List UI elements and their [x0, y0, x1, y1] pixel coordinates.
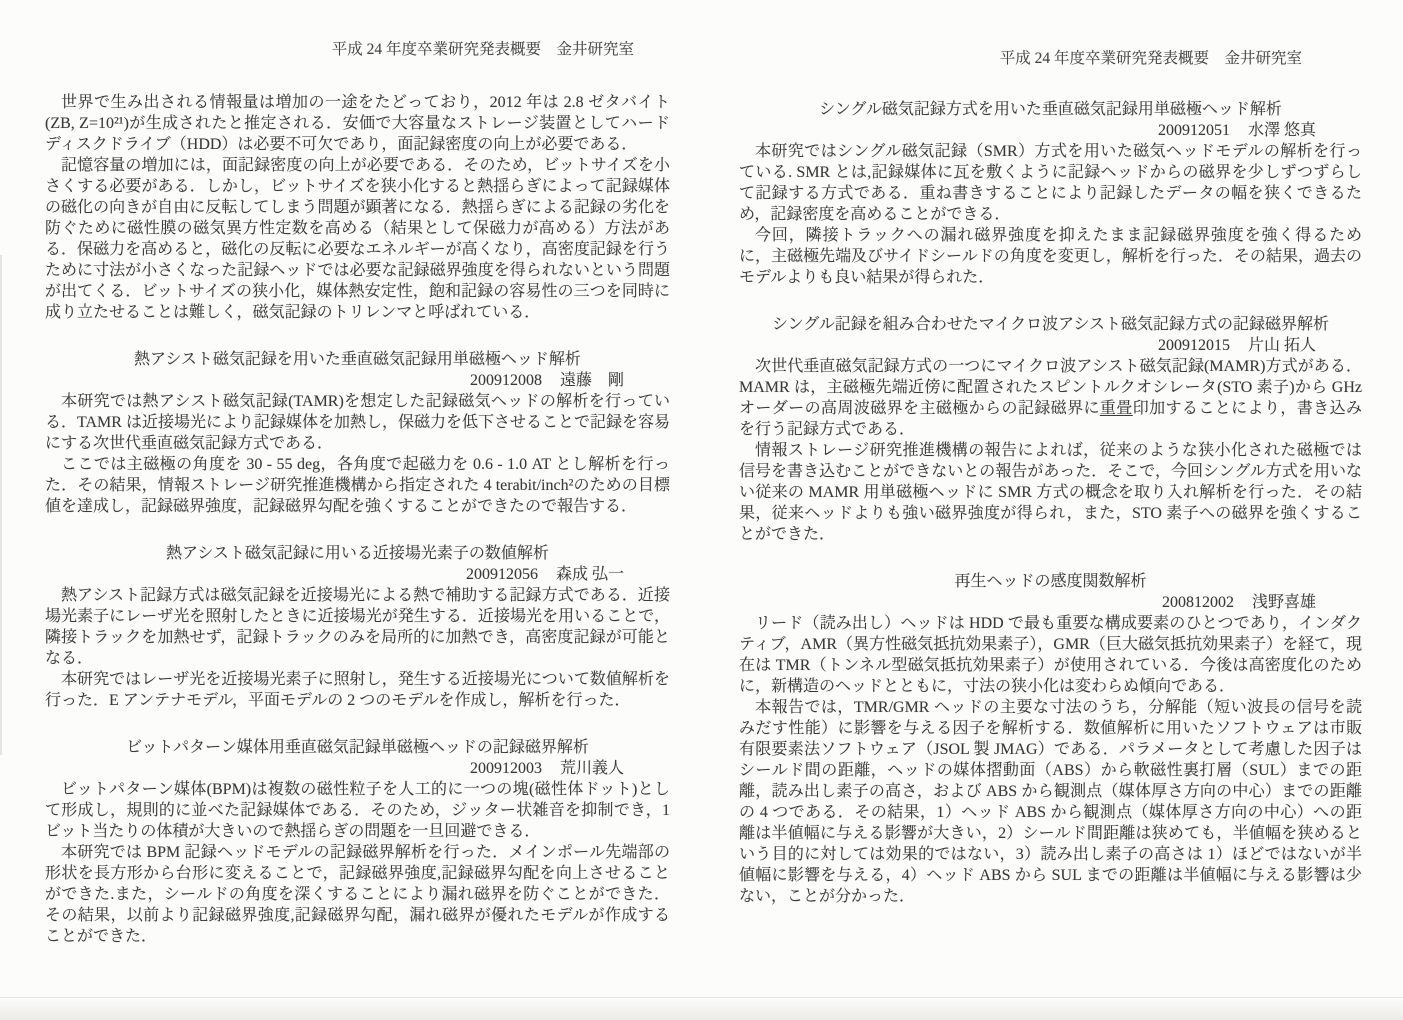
byline [739, 592, 1362, 613]
abstract-paragraph: リード（読み出し）ヘッドは HDD で最も重要な構成要素のひとつであり，インダクティブ，AMR（異方性磁気抵抗効果素子），GMR（巨大磁気抵抗効果素子）を経て，現在は TMR（トンネル型磁気抵抗効果素子）が使用されている．今後は高密度化のために，新構造のヘッドとともに，寸法の狭小化は変わらぬ傾向である． [739, 615, 1362, 695]
byline [739, 120, 1362, 141]
abstract-paragraph: 熱アシスト記録方式は磁気記録を近接場光による熱で補助する記録方式である．近接場光素子にレーザ光を照射したときに近接場光が発生する．近接場光を用いることで，隣接トラックを加熱せず，記録トラックのみを局所的に加熱でき，高密度記録が可能となる． [45, 587, 670, 667]
byline [45, 564, 670, 585]
abstract-tamr-head [45, 349, 670, 517]
right-page [739, 40, 1362, 907]
abstract-paragraph: 本研究ではレーザ光を近接場光素子に照射し，発生する近接場光について数値解析を行った．E アンテナモデル，平面モデルの 2 つのモデルを作成し，解析を行った． [45, 671, 670, 709]
section-title: シングル記録を組み合わせたマイクロ波アシスト磁気記録方式の記録磁界解析 [771, 316, 1330, 333]
scan-bottom-shadow [0, 998, 1403, 1020]
student-name: 浅野喜雄 [1251, 594, 1316, 611]
intro-paragraph: 記憶容量の増加には，面記録密度の向上が必要である．そのため，ビットサイズを小さくする必要がある．しかし，ビットサイズを狭小化すると熱揺らぎによって記録媒体の磁化の向きが自由に反転してしまう問題が顕著になる．熱揺らぎによる記録の劣化を防ぐために磁性膜の磁気異方性定数を高める（結果として保磁力が高める）方法がある．保磁力を高めると，磁化の反転に必要なエネルギーが高くなり，高密度記録を行うために寸法が小さくなった記録ヘッドでは必要な記録磁界強度を得られないという問題が出てくる．ビットサイズの狭小化，媒体熱安定性，飽和記録の容易性の三つを同時に成り立たせることは難しく，磁気記録のトリレンマと呼ばれている． [45, 157, 670, 321]
abstract-near-field-element [45, 543, 670, 711]
section-title: 熱アシスト磁気記録を用いた垂直磁気記録用単磁極ヘッド解析 [134, 351, 581, 368]
page-header: 平成 24 年度卒業研究発表概要 金井研究室 [999, 50, 1302, 67]
intro-paragraph: 世界で生み出される情報量は増加の一途をたどっており，2012 年は 2.8 ゼタバイト(ZB, Z=10²¹)が生成されたと推定される．安価で大容量なストレージ装置としてハードディスクドライブ（HDD）は必要不可欠であり，面記録密度の向上が必要である． [45, 94, 670, 153]
byline [45, 758, 670, 779]
student-id: 200812002 [1161, 594, 1234, 611]
abstract-paragraph: 本報告では，TMR/GMR ヘッドの主要な寸法のうち，分解能（短い波長の信号を読みだす性能）に影響を与える因子を解析する．数値解析に用いたソフトウェアは市販有限要素法ソフトウェア（JSOL 製 JMAG）である．パラメータとして考慮した因子はシールド間の距離，ヘッドの媒体摺動面（ABS）から軟磁性裏打層（SUL）までの距離，読み出し素子の高さ，および ABS から観測点（媒体厚さ方向の中心）までの距離の 4 つである．その結果，1）ヘッド ABS から観測点（媒体厚さ方向の中心）への距離は半値幅に与える影響が大きい，2）シールド間距離は狭めても，半値幅を狭めるという目的に対しては効果的ではない，3）読み出し素子の高さは 1）ほどではないが半値幅に影響を与える，4）ヘッド ABS から SUL までの距離は半値幅に与える影響は少ない，ことが分かった． [739, 699, 1362, 905]
student-name: 水澤 悠真 [1247, 122, 1316, 139]
abstract-paragraph: 本研究では BPM 記録ヘッドモデルの記録磁界解析を行った．メインポール先端部の形状を長方形から台形に変えることで，記録磁界強度,記録磁界勾配を向上させることができた.また，シールドの角度を深くすることにより漏れ磁界を防ぐことができた．その結果，以前より記録磁界強度,記録磁界勾配，漏れ磁界が優れたモデルが作成することができた． [45, 844, 670, 945]
section-title: 熱アシスト磁気記録に用いる近接場光素子の数値解析 [166, 545, 549, 562]
abstract-paragraph: 本研究ではシングル磁気記録（SMR）方式を用いた磁気ヘッドモデルの解析を行っている. SMR とは,記録媒体に瓦を敷くように記録ヘッドからの磁界を少しずつずらして記録する方式である．重ね書きすることにより記録したデータの幅を狭くできるため，記録密度を高めることができる． [739, 143, 1362, 223]
student-name: 片山 拓人 [1247, 337, 1316, 354]
byline [739, 335, 1362, 356]
byline [45, 370, 670, 391]
student-name: 遠藤 剛 [559, 372, 624, 389]
student-id: 200912008 [469, 372, 542, 389]
student-name: 森成 弘一 [555, 566, 624, 583]
left-page [45, 40, 670, 947]
abstract-paragraph: 次世代垂直磁気記録方式の一つにマイクロ波アシスト磁気記録(MAMR)方式がある．MAMR は，主磁極先端近傍に配置されたスピントルクオシレータ(STO 素子)から GHz オーダーの高周波磁界を主磁極からの記録磁界に重畳印加することにより，書き込みを行う記録方式である． [739, 358, 1362, 438]
scan-speck [641, 455, 643, 462]
scan-left-edge [0, 255, 2, 755]
section-title: 再生ヘッドの感度関数解析 [954, 573, 1147, 590]
abstract-paragraph: ビットパターン媒体(BPM)は複数の磁性粒子を人工的に一つの塊(磁性体ドット)として形成し，規則的に並べた記録媒体である．そのため，ジッター状雑音を抑制でき，1 ビット当たりの体積が大きいので熱揺らぎの問題を一旦回避できる． [45, 781, 670, 840]
section-title: ビットパターン媒体用垂直磁気記録単磁極ヘッドの記録磁界解析 [126, 739, 589, 756]
abstract-smr-head [739, 99, 1362, 288]
page-header: 平成 24 年度卒業研究発表概要 金井研究室 [331, 41, 634, 58]
abstract-mamr-smr [739, 314, 1362, 545]
abstract-paragraph: ここでは主磁極の角度を 30 - 55 deg，各角度で起磁力を 0.6 - 1.0 AT とし解析を行った．その結果，情報ストレージ研究推進機構から指定された 4 terabit/inch²のための目標値を達成し，記録磁界強度，記録磁界勾配を強くすることができたので報告する． [45, 456, 670, 515]
student-id: 200912051 [1157, 122, 1230, 139]
student-id: 200912003 [469, 760, 542, 777]
abstract-bpm-head [45, 737, 670, 947]
student-name: 荒川義人 [559, 760, 624, 777]
abstract-paragraph: 情報ストレージ研究推進機構の報告によれば，従来のような狭小化された磁極では信号を書き込むことができないとの報告があった．そこで，今回シングル方式を用いない従来の MAMR 用単磁極ヘッドに SMR 方式の概念を取り入れ解析を行った．その結果，従来ヘッドよりも強い磁界強度が得られ，また，STO 素子への磁界を強くすることができた． [739, 442, 1362, 543]
abstract-read-head [739, 571, 1362, 907]
section-title: シングル磁気記録方式を用いた垂直磁気記録用単磁極ヘッド解析 [819, 101, 1282, 118]
student-id: 200912056 [465, 566, 538, 583]
abstract-paragraph: 本研究では熱アシスト磁気記録(TAMR)を想定した記録磁気ヘッドの解析を行っている．TAMR は近接場光により記録媒体を加熱し，保磁力を低下させることで記録を容易にする次世代垂直磁気記録方式である． [45, 393, 670, 452]
student-id: 200912015 [1157, 337, 1230, 354]
abstract-paragraph: 今回，隣接トラックへの漏れ磁界強度を抑えたまま記録磁界強度を強く得るために，主磁極先端及びサイドシールドの角度を変更し，解析を行った．その結果，過去のモデルよりも良い結果が得られた． [739, 227, 1362, 286]
